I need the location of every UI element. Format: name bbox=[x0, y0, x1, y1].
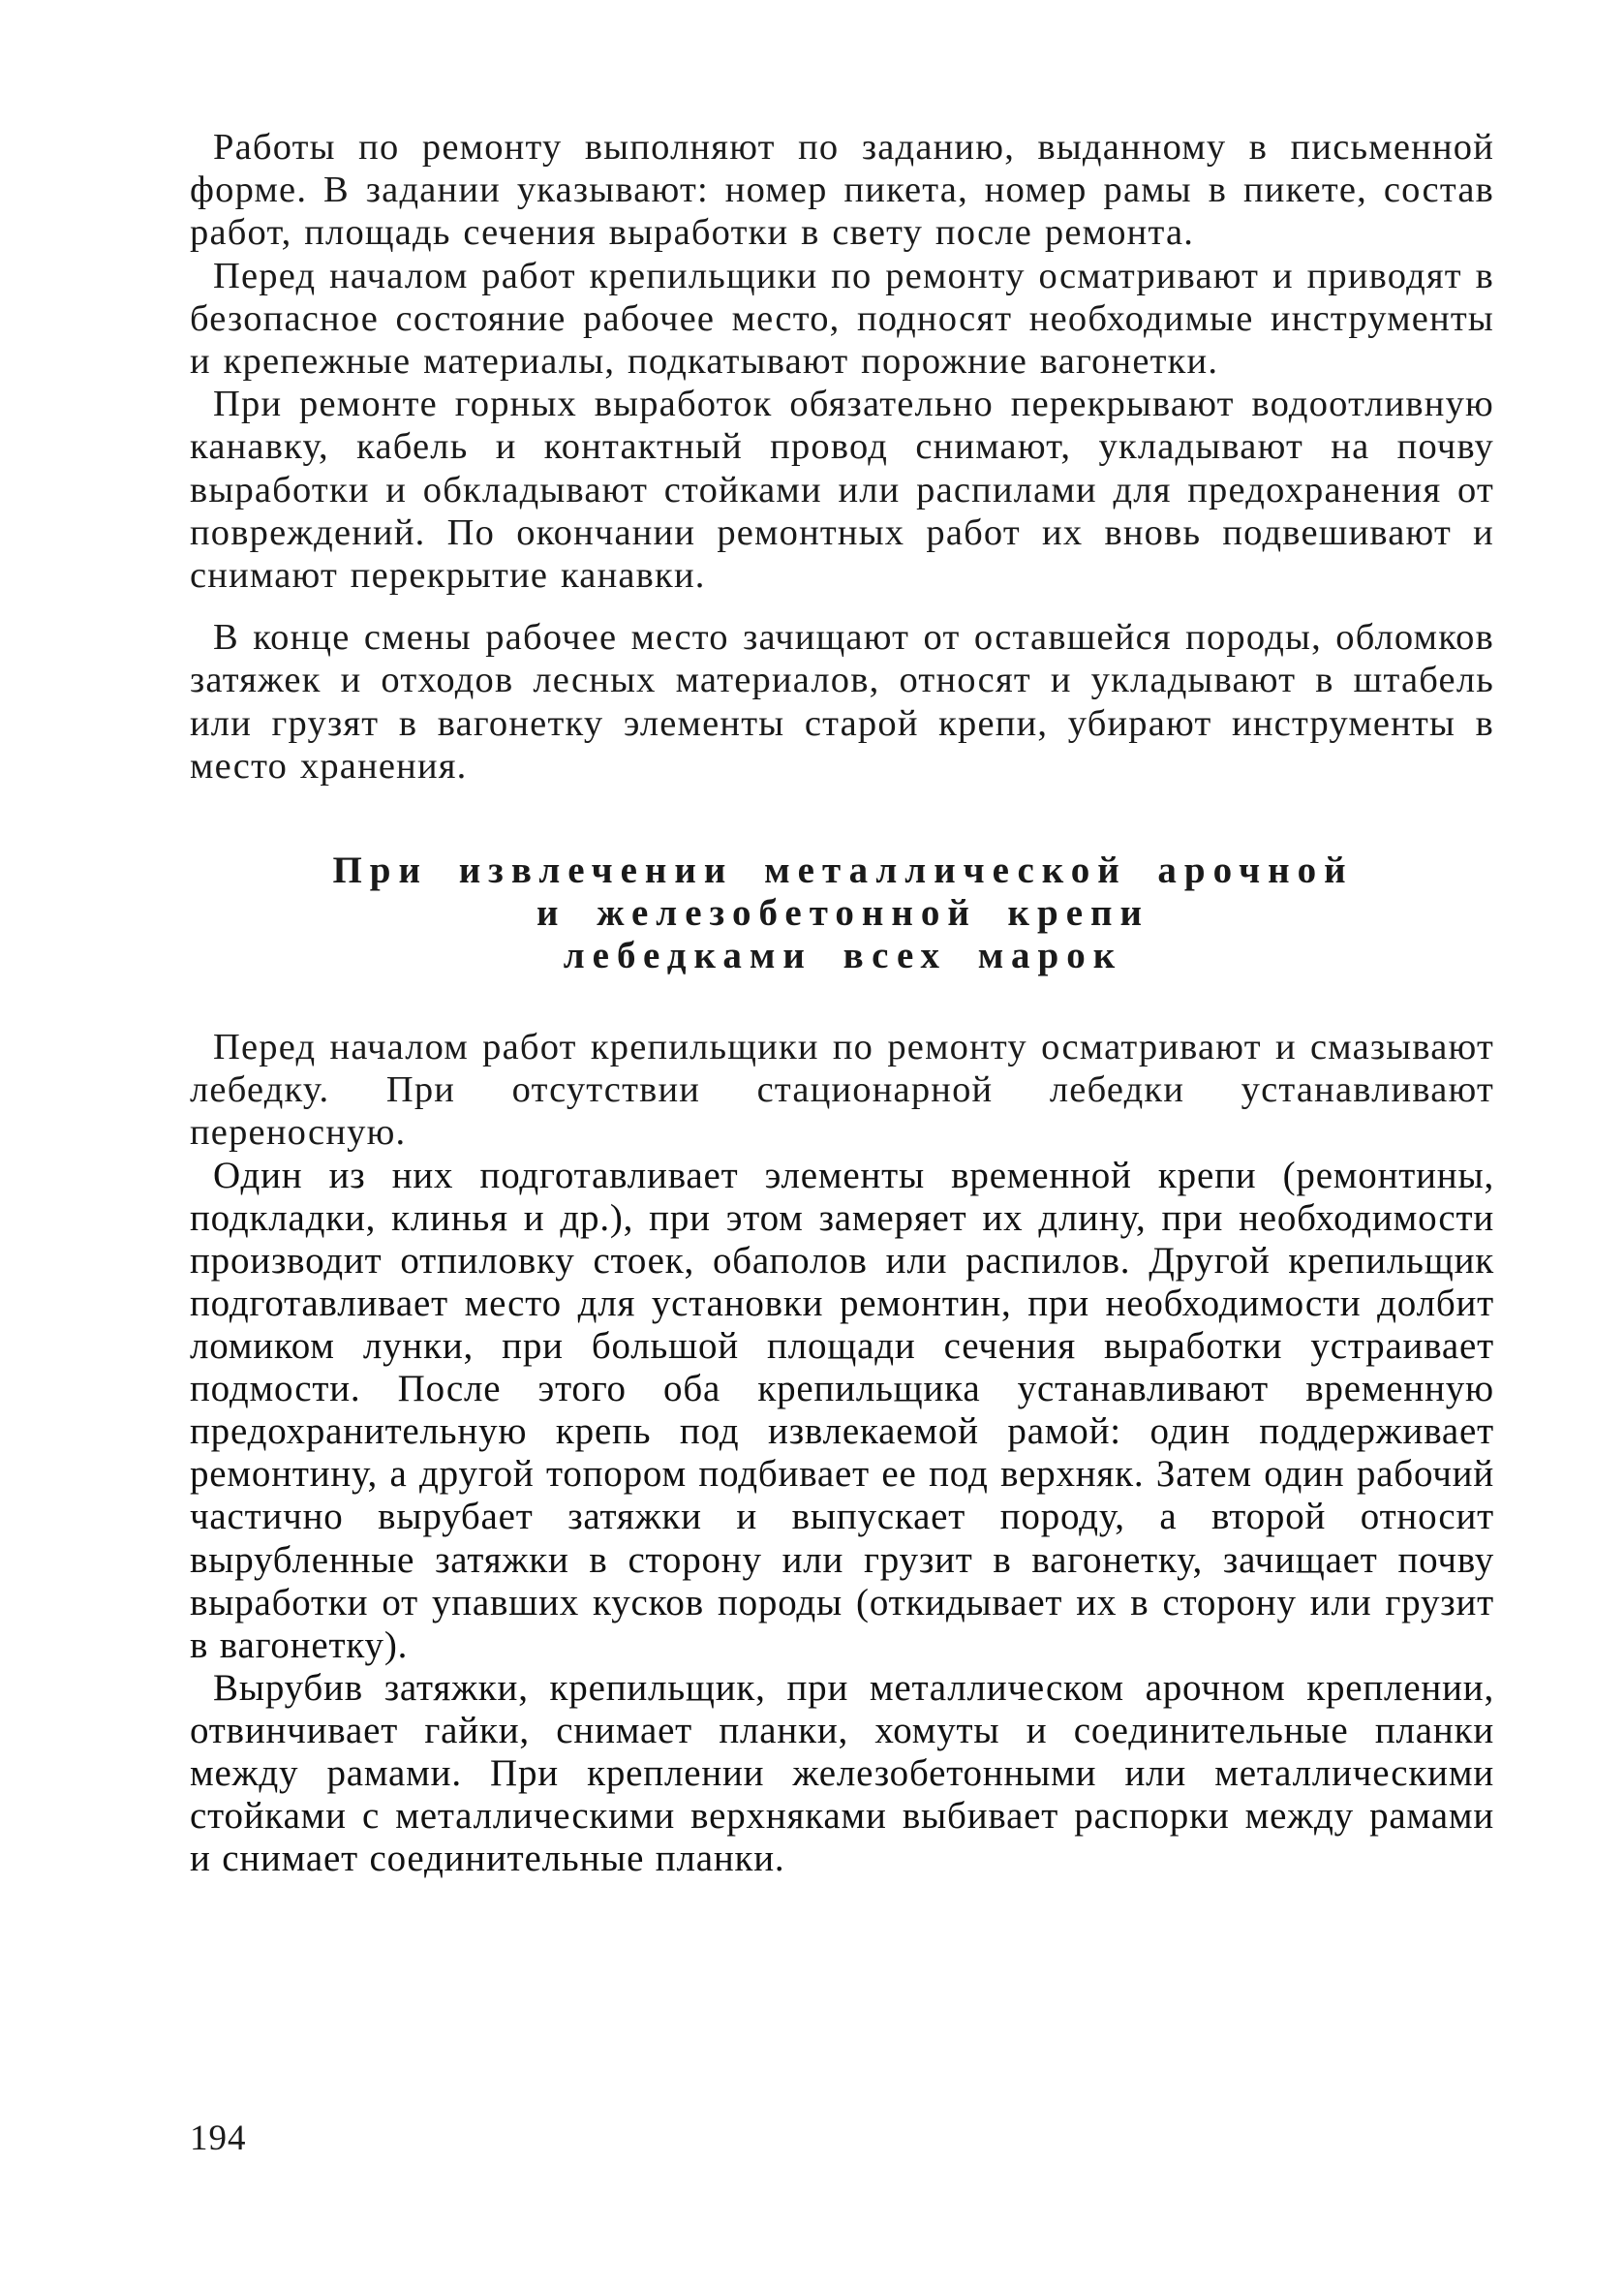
section-heading bbox=[190, 850, 1494, 977]
paragraph-repair-drainage: При ремонте горных выработок обязательно перекрывают водоотливную канавку, кабель и контактный провод снимают, укладывают на почву выработки и обкладывают стойками или распилами для предохранения от повреждений. По окончании ремонтных работ их вновь подвешивают и снимают перекрытие канавки. bbox=[190, 384, 1494, 597]
paragraph-work-order: Работы по ремонту выполняют по заданию, выданному в письменной форме. В задании указывают: номер пикета, номер рамы в пикете, состав работ, площадь сечения выработки в свету после ремонта. bbox=[190, 127, 1494, 254]
paragraph-temporary-support: Один из них подготавливает элементы временной крепи (ремонтины, подкладки, клинья и др.), при этом замеряет их длину, при необходимости производит отпиловку стоек, обаполов или распилов. Другой крепильщик подготавливает место для установки ремонтин, при необходимости долбит ломиком лунки, при большой площади сечения выработки устраивает подмости. После этого оба крепильщика устанавливают временную предохранительную крепь под извлекаемой рамой: один поддерживает ремонтину, а другой топором подбивает ее под верхняк. Затем один рабочий частично вырубает затяжки и выпускает породу, а второй относит вырубленные затяжки в сторону или грузит в вагонетку, зачищает почву выработки от упавших кусков породы (откидывает их в сторону или грузит в вагонетку). bbox=[190, 1154, 1494, 1666]
paragraph-dismantling: Вырубив затяжки, крепильщик, при металлическом арочном креплении, отвинчивает гайки, снимает планки, хомуты и соединительные планки между рамами. При креплении железобетонными или металлическими стойками с металлическими верхняками выбивает распорки между рамами и снимает соединительные планки. bbox=[190, 1666, 1494, 1880]
paragraph-end-of-shift: В конце смены рабочее место зачищают от оставшейся породы, обломков затяжек и отходов лесных материалов, относят и укладывают в штабель или грузят в вагонетку элементы старой крепи, убирают инструменты в место хранения. bbox=[190, 617, 1494, 787]
section-heading-line-2: и железобетонной крепи bbox=[536, 892, 1149, 935]
page-number: 194 bbox=[190, 2118, 247, 2158]
paragraph-winch-inspection: Перед началом работ крепильщики по ремонту осматривают и смазывают лебедку. При отсутствии стационарной лебедки устанавливают переносную. bbox=[190, 1027, 1494, 1154]
section-heading-line-3: лебедками всех марок bbox=[563, 935, 1123, 977]
paragraph-preparation: Перед началом работ крепильщики по ремонту осматривают и приводят в безопасное состояние рабочее место, подносят необходимые инструменты и крепежные материалы, подкатывают порожние вагонетки. bbox=[190, 255, 1494, 383]
section-heading-line-1: При извлечении металлической арочной bbox=[332, 850, 1354, 892]
